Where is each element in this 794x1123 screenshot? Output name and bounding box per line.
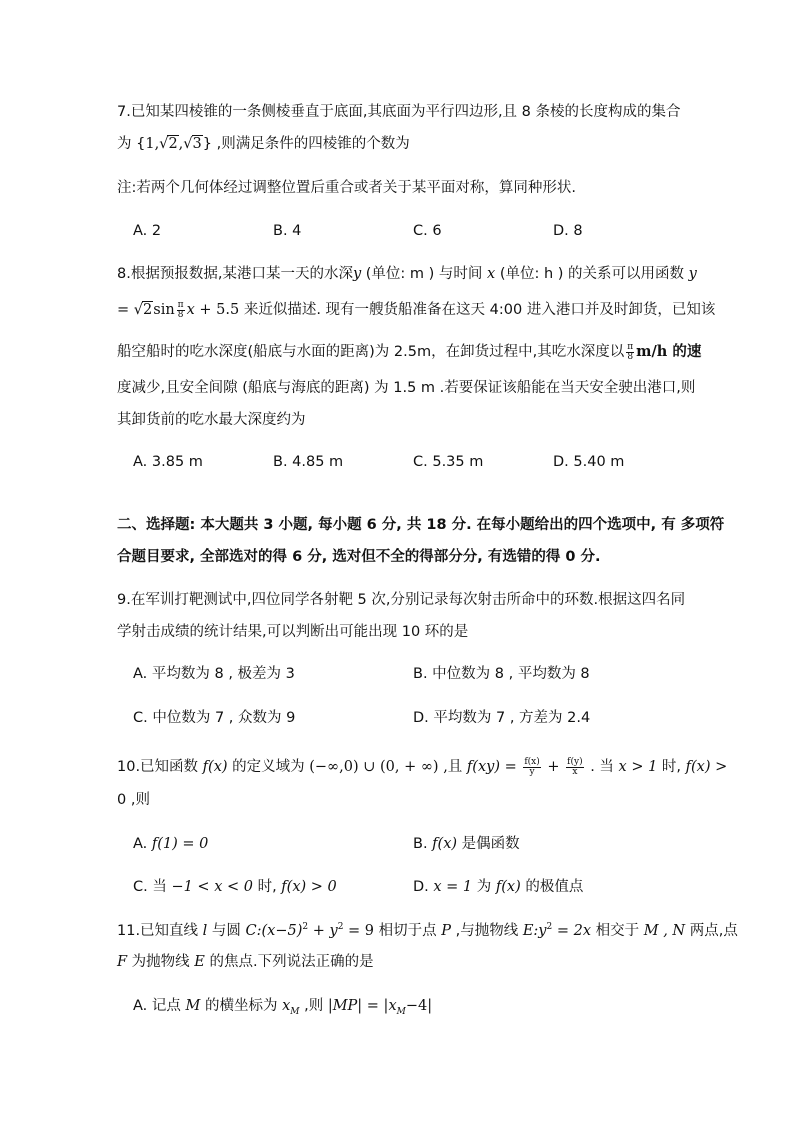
q11-stem-line1: 11.已知直线 l 与圆 $C:(x-5)^2 + y^2 = 9$ 相切于点 P ,与抛物线 $E:y^2 = 2x$ 相交于 M , N 两点,点	[117, 922, 738, 939]
q8-pi-over-8: $\frac{\pi}{8}$	[177, 299, 184, 320]
q8-rate-fraction: $\frac{\pi}{8}$	[627, 341, 634, 362]
q9-option-d: D. 平均数为 7 , 方差为 2.4	[413, 710, 591, 726]
q7-text: 为 {	[117, 136, 146, 152]
q10-stem-line1: 10.已知函数 f(x) 的定义域为 (−∞,0) ∪ (0, + ∞) ,且 f(xy) = $\frac{f(x)}{y}$ + $\frac{f(y)}{x}$ . 当 x > 1 时, f(x) >	[117, 756, 728, 777]
q7-stem-line2: 为 {1,√2,√3} ,则满足条件的四棱锥的个数为	[117, 136, 410, 152]
q8-option-a: A. 3.85 m	[133, 454, 203, 470]
q10-option-a: A. f(1) = 0	[133, 836, 209, 852]
q9-option-a: A. 平均数为 8 , 极差为 3	[133, 666, 295, 682]
q10-fraction-1: $\frac{f(x)}{y}$	[524, 756, 540, 777]
q9-stem-line2: 学射击成绩的统计结果,可以判断出可能出现 10 环的是	[117, 624, 469, 640]
q7-option-a: A. 2	[133, 223, 162, 239]
q8-option-d: D. 5.40 m	[553, 454, 625, 470]
q7-stem-line1: 7.已知某四棱锥的一条侧棱垂直于底面,其底面为平行四边形,且 8 条棱的长度构成的集合	[117, 104, 681, 120]
q7-set-one: 1	[145, 136, 155, 152]
section2-heading-line1: 二、选择题: 本大题共 3 小题, 每小题 6 分, 共 18 分. 在每小题给出的四个选项中, 有 多项符	[117, 517, 725, 533]
q10-option-c: C. 当 −1 < x < 0 时, f(x) > 0	[133, 879, 337, 895]
q7-option-b: B. 4	[273, 223, 302, 239]
q8-stem-line3: 船空船时的吃水深度(船底与水面的距离)为 2.5m，在卸货过程中,其吃水深度以 $\frac{\pi}{8}$ m/h 的速	[117, 341, 702, 362]
q8-option-c: C. 5.35 m	[413, 454, 484, 470]
q8-option-b: B. 4.85 m	[273, 454, 344, 470]
q11-option-a: A. 记点 M 的横坐标为 $x_M$ ,则 $|MP| = |x_M-4|$	[133, 998, 433, 1017]
q11-stem-line2: F 为抛物线 E 的焦点.下列说法正确的是	[117, 954, 374, 970]
q8-stem-line4: 度减少,且安全间隙 (船底与海底的距离) 为 1.5 m .若要保证该船能在当天安全驶出港口,则	[117, 380, 696, 396]
q7-set-sqrt2: 2	[168, 136, 178, 152]
q7-text-suffix: } ,则满足条件的四棱锥的个数为	[202, 136, 410, 152]
q10-option-d: D. x = 1 为 f(x) 的极值点	[413, 879, 584, 895]
q10-fraction-2: $\frac{f(y)}{x}$	[567, 756, 583, 777]
q7-note: 注:若两个几何体经过调整位置后重合或者关于某平面对称，算同种形状.	[117, 180, 576, 196]
q10-option-b: B. f(x) 是偶函数	[413, 836, 520, 852]
q9-option-c: C. 中位数为 7 , 众数为 9	[133, 710, 296, 726]
q7-set-sqrt3: 3	[192, 136, 202, 152]
q9-stem-line1: 9.在军训打靶测试中,四位同学各射靶 5 次,分别记录每次射击所命中的环数.根据这四名同	[117, 592, 686, 608]
q8-stem-line5: 其卸货前的吃水最大深度约为	[117, 412, 306, 428]
q7-option-d: D. 8	[553, 223, 583, 239]
q10-stem-line2: 0 ,则	[117, 792, 150, 808]
q7-option-c: C. 6	[413, 223, 442, 239]
q8-stem-line1: 8.根据预报数据,某港口某一天的水深y (单位: m ) 与时间 x (单位: h ) 的关系可以用函数 y	[117, 266, 697, 282]
section2-heading-line2: 合题目要求, 全部选对的得 6 分, 选对但不全的得部分分, 有选错的得 0 分.	[117, 549, 601, 565]
q9-option-b: B. 中位数为 8 , 平均数为 8	[413, 666, 590, 682]
q8-stem-line2: = √2sin $\frac{\pi}{8}$ x + 5.5 来近似描述. 现有一艘货船准备在这天 4:00 进入港口并及时卸货，已知该	[117, 299, 716, 320]
